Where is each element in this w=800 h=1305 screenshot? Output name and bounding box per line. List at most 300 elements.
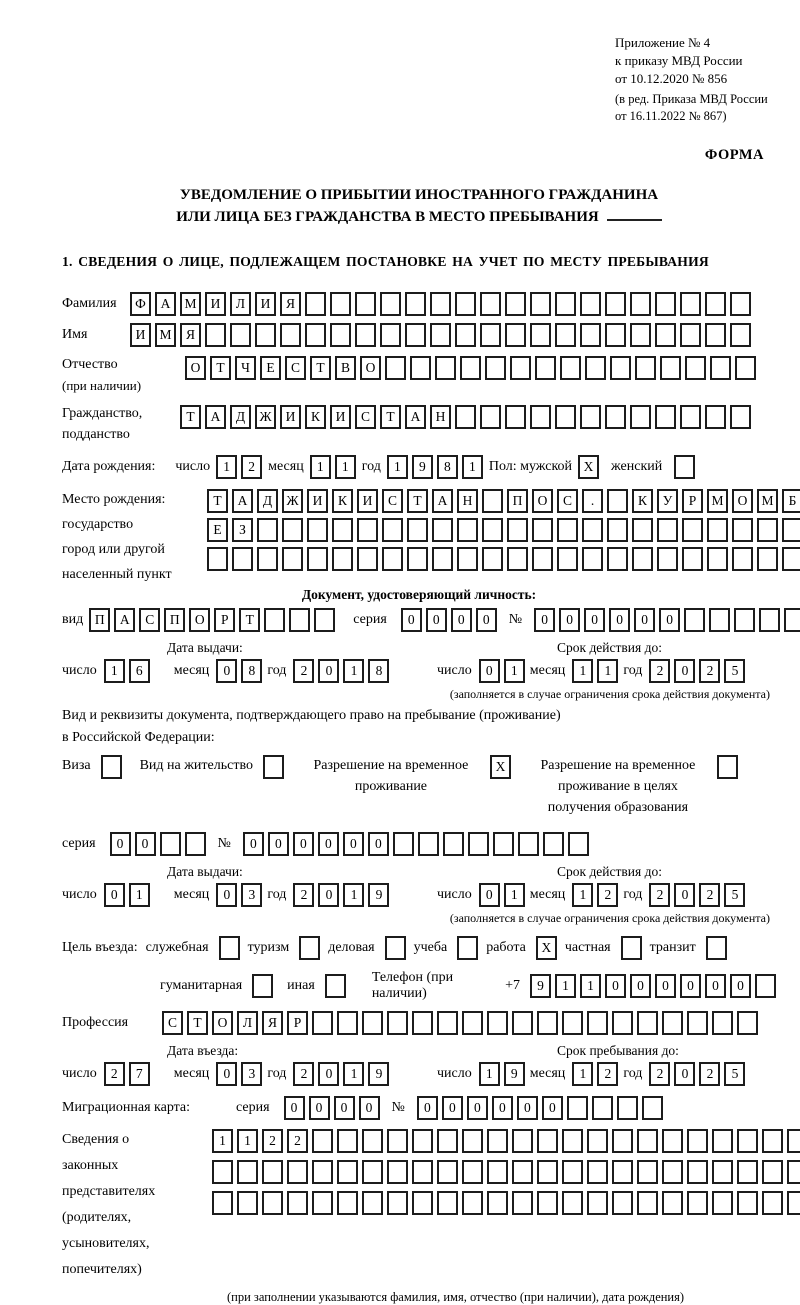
char-cell[interactable] [437, 1011, 458, 1035]
char-cell[interactable]: О [732, 489, 753, 513]
char-cell[interactable]: И [357, 489, 378, 513]
char-cell[interactable] [382, 518, 403, 542]
char-cell[interactable] [505, 405, 526, 429]
char-cell[interactable]: 2 [293, 659, 314, 683]
char-cell[interactable] [687, 1160, 708, 1184]
char-cell[interactable]: 0 [451, 608, 472, 632]
char-cell[interactable] [562, 1191, 583, 1215]
char-cell[interactable]: 0 [659, 608, 680, 632]
char-cell[interactable] [712, 1160, 733, 1184]
char-cell[interactable] [432, 547, 453, 571]
char-cell[interactable] [632, 547, 653, 571]
char-cell[interactable]: 0 [318, 659, 339, 683]
char-cell[interactable] [730, 323, 751, 347]
char-cell[interactable] [487, 1191, 508, 1215]
char-cell[interactable] [387, 1191, 408, 1215]
char-cell[interactable] [307, 547, 328, 571]
char-cell[interactable] [543, 832, 564, 856]
char-cell[interactable] [282, 547, 303, 571]
char-cell[interactable] [684, 608, 705, 632]
char-cell[interactable] [337, 1011, 358, 1035]
char-cell[interactable] [687, 1011, 708, 1035]
char-cell[interactable] [655, 323, 676, 347]
char-cell[interactable] [507, 547, 528, 571]
char-cell[interactable] [160, 832, 181, 856]
char-cell[interactable]: 1 [343, 659, 364, 683]
char-cell[interactable]: С [557, 489, 578, 513]
char-cell[interactable] [314, 608, 335, 632]
char-cell[interactable]: X [578, 455, 599, 479]
char-cell[interactable]: 1 [237, 1129, 258, 1153]
char-cell[interactable] [289, 608, 310, 632]
char-cell[interactable] [755, 974, 776, 998]
char-cell[interactable]: 6 [129, 659, 150, 683]
char-cell[interactable]: Б [782, 489, 800, 513]
char-cell[interactable]: 0 [655, 974, 676, 998]
char-cell[interactable] [657, 547, 678, 571]
char-cell[interactable]: 0 [674, 659, 695, 683]
char-cell[interactable]: Т [380, 405, 401, 429]
char-cell[interactable]: П [89, 608, 110, 632]
char-cell[interactable]: О [360, 356, 381, 380]
char-cell[interactable] [712, 1011, 733, 1035]
char-cell[interactable] [732, 518, 753, 542]
char-cell[interactable] [305, 292, 326, 316]
char-cell[interactable] [562, 1011, 583, 1035]
char-cell[interactable]: А [205, 405, 226, 429]
char-cell[interactable]: 5 [724, 1062, 745, 1086]
char-cell[interactable]: 0 [479, 659, 500, 683]
char-cell[interactable] [412, 1160, 433, 1184]
char-cell[interactable]: 0 [417, 1096, 438, 1120]
char-cell[interactable]: 0 [442, 1096, 463, 1120]
char-cell[interactable]: 0 [517, 1096, 538, 1120]
char-cell[interactable] [355, 323, 376, 347]
char-cell[interactable] [205, 323, 226, 347]
char-cell[interactable]: Ж [282, 489, 303, 513]
char-cell[interactable] [462, 1011, 483, 1035]
char-cell[interactable] [312, 1191, 333, 1215]
char-cell[interactable] [512, 1129, 533, 1153]
char-cell[interactable]: Т [239, 608, 260, 632]
char-cell[interactable] [437, 1191, 458, 1215]
char-cell[interactable]: 0 [284, 1096, 305, 1120]
char-cell[interactable]: Н [457, 489, 478, 513]
char-cell[interactable]: И [130, 323, 151, 347]
char-cell[interactable] [762, 1160, 783, 1184]
char-cell[interactable] [607, 547, 628, 571]
char-cell[interactable]: М [155, 323, 176, 347]
char-cell[interactable] [580, 323, 601, 347]
char-cell[interactable]: 1 [572, 1062, 593, 1086]
char-cell[interactable] [380, 292, 401, 316]
char-cell[interactable] [732, 547, 753, 571]
char-cell[interactable] [462, 1160, 483, 1184]
char-cell[interactable]: Я [280, 292, 301, 316]
char-cell[interactable] [512, 1011, 533, 1035]
char-cell[interactable] [730, 292, 751, 316]
char-cell[interactable] [680, 292, 701, 316]
char-cell[interactable] [605, 292, 626, 316]
char-cell[interactable] [482, 518, 503, 542]
char-cell[interactable] [707, 547, 728, 571]
char-cell[interactable] [312, 1129, 333, 1153]
char-cell[interactable]: Р [214, 608, 235, 632]
char-cell[interactable]: С [139, 608, 160, 632]
char-cell[interactable]: 8 [437, 455, 458, 479]
char-cell[interactable]: 5 [724, 883, 745, 907]
char-cell[interactable]: С [355, 405, 376, 429]
char-cell[interactable] [582, 547, 603, 571]
char-cell[interactable]: 3 [241, 883, 262, 907]
char-cell[interactable]: 9 [530, 974, 551, 998]
char-cell[interactable] [232, 547, 253, 571]
char-cell[interactable] [782, 518, 800, 542]
char-cell[interactable]: 1 [597, 659, 618, 683]
char-cell[interactable] [685, 356, 706, 380]
char-cell[interactable] [482, 489, 503, 513]
char-cell[interactable]: 2 [699, 883, 720, 907]
char-cell[interactable] [637, 1160, 658, 1184]
char-cell[interactable] [717, 755, 738, 779]
char-cell[interactable] [706, 936, 727, 960]
char-cell[interactable] [537, 1160, 558, 1184]
char-cell[interactable] [255, 323, 276, 347]
char-cell[interactable]: 2 [597, 1062, 618, 1086]
char-cell[interactable]: 0 [318, 1062, 339, 1086]
char-cell[interactable] [655, 405, 676, 429]
char-cell[interactable]: П [164, 608, 185, 632]
char-cell[interactable] [734, 608, 755, 632]
char-cell[interactable] [101, 755, 122, 779]
char-cell[interactable]: Д [257, 489, 278, 513]
char-cell[interactable] [680, 405, 701, 429]
char-cell[interactable] [705, 323, 726, 347]
char-cell[interactable] [705, 292, 726, 316]
char-cell[interactable]: 1 [216, 455, 237, 479]
char-cell[interactable] [737, 1011, 758, 1035]
char-cell[interactable] [237, 1191, 258, 1215]
char-cell[interactable]: 0 [634, 608, 655, 632]
char-cell[interactable] [337, 1129, 358, 1153]
char-cell[interactable] [737, 1191, 758, 1215]
char-cell[interactable]: С [382, 489, 403, 513]
char-cell[interactable] [512, 1160, 533, 1184]
char-cell[interactable] [621, 936, 642, 960]
char-cell[interactable]: У [657, 489, 678, 513]
char-cell[interactable] [682, 547, 703, 571]
char-cell[interactable] [710, 356, 731, 380]
char-cell[interactable] [385, 356, 406, 380]
char-cell[interactable]: 2 [293, 1062, 314, 1086]
char-cell[interactable]: 0 [359, 1096, 380, 1120]
char-cell[interactable] [212, 1191, 233, 1215]
char-cell[interactable] [407, 547, 428, 571]
char-cell[interactable]: А [114, 608, 135, 632]
char-cell[interactable]: 0 [401, 608, 422, 632]
char-cell[interactable]: А [155, 292, 176, 316]
char-cell[interactable] [712, 1129, 733, 1153]
char-cell[interactable] [580, 292, 601, 316]
char-cell[interactable] [455, 323, 476, 347]
char-cell[interactable]: З [232, 518, 253, 542]
char-cell[interactable] [387, 1011, 408, 1035]
char-cell[interactable] [605, 323, 626, 347]
char-cell[interactable] [562, 1160, 583, 1184]
char-cell[interactable] [207, 547, 228, 571]
char-cell[interactable]: 9 [368, 883, 389, 907]
char-cell[interactable] [592, 1096, 613, 1120]
char-cell[interactable] [312, 1160, 333, 1184]
char-cell[interactable]: 1 [572, 659, 593, 683]
char-cell[interactable] [585, 356, 606, 380]
char-cell[interactable] [405, 292, 426, 316]
char-cell[interactable]: О [212, 1011, 233, 1035]
char-cell[interactable] [687, 1129, 708, 1153]
char-cell[interactable] [462, 1191, 483, 1215]
char-cell[interactable]: 0 [479, 883, 500, 907]
char-cell[interactable] [362, 1191, 383, 1215]
char-cell[interactable] [418, 832, 439, 856]
char-cell[interactable] [330, 292, 351, 316]
char-cell[interactable] [362, 1160, 383, 1184]
char-cell[interactable] [437, 1129, 458, 1153]
char-cell[interactable]: 2 [699, 1062, 720, 1086]
char-cell[interactable] [393, 832, 414, 856]
char-cell[interactable] [762, 1129, 783, 1153]
char-cell[interactable]: 1 [479, 1062, 500, 1086]
char-cell[interactable]: 0 [293, 832, 314, 856]
char-cell[interactable] [757, 518, 778, 542]
char-cell[interactable] [480, 405, 501, 429]
char-cell[interactable] [382, 547, 403, 571]
char-cell[interactable]: Д [230, 405, 251, 429]
char-cell[interactable]: К [332, 489, 353, 513]
char-cell[interactable] [587, 1011, 608, 1035]
char-cell[interactable] [782, 547, 800, 571]
char-cell[interactable]: С [285, 356, 306, 380]
char-cell[interactable]: Ж [255, 405, 276, 429]
char-cell[interactable]: X [490, 755, 511, 779]
char-cell[interactable]: 0 [534, 608, 555, 632]
char-cell[interactable] [332, 518, 353, 542]
char-cell[interactable] [280, 323, 301, 347]
char-cell[interactable] [230, 323, 251, 347]
char-cell[interactable] [687, 1191, 708, 1215]
char-cell[interactable] [430, 292, 451, 316]
char-cell[interactable]: 7 [129, 1062, 150, 1086]
char-cell[interactable] [325, 974, 346, 998]
char-cell[interactable] [332, 547, 353, 571]
char-cell[interactable]: 2 [287, 1129, 308, 1153]
char-cell[interactable] [617, 1096, 638, 1120]
char-cell[interactable]: И [330, 405, 351, 429]
char-cell[interactable] [637, 1191, 658, 1215]
char-cell[interactable]: 0 [135, 832, 156, 856]
char-cell[interactable] [412, 1129, 433, 1153]
char-cell[interactable] [707, 518, 728, 542]
char-cell[interactable]: И [307, 489, 328, 513]
char-cell[interactable] [612, 1129, 633, 1153]
char-cell[interactable]: 1 [212, 1129, 233, 1153]
char-cell[interactable]: 0 [343, 832, 364, 856]
char-cell[interactable] [705, 405, 726, 429]
char-cell[interactable] [610, 356, 631, 380]
char-cell[interactable]: О [189, 608, 210, 632]
char-cell[interactable]: 8 [368, 659, 389, 683]
char-cell[interactable]: И [280, 405, 301, 429]
char-cell[interactable]: 1 [504, 659, 525, 683]
char-cell[interactable]: 2 [649, 883, 670, 907]
char-cell[interactable] [737, 1129, 758, 1153]
char-cell[interactable] [662, 1191, 683, 1215]
char-cell[interactable]: 0 [559, 608, 580, 632]
char-cell[interactable] [487, 1011, 508, 1035]
char-cell[interactable] [410, 356, 431, 380]
char-cell[interactable] [555, 292, 576, 316]
char-cell[interactable]: 2 [699, 659, 720, 683]
char-cell[interactable] [660, 356, 681, 380]
char-cell[interactable]: Л [230, 292, 251, 316]
char-cell[interactable]: 0 [216, 883, 237, 907]
char-cell[interactable]: 1 [504, 883, 525, 907]
char-cell[interactable]: Р [682, 489, 703, 513]
char-cell[interactable] [455, 405, 476, 429]
char-cell[interactable]: К [305, 405, 326, 429]
char-cell[interactable] [432, 518, 453, 542]
char-cell[interactable]: 1 [572, 883, 593, 907]
char-cell[interactable] [612, 1160, 633, 1184]
char-cell[interactable] [385, 936, 406, 960]
char-cell[interactable]: 2 [104, 1062, 125, 1086]
char-cell[interactable]: М [707, 489, 728, 513]
char-cell[interactable]: Л [237, 1011, 258, 1035]
char-cell[interactable] [709, 608, 730, 632]
char-cell[interactable] [457, 518, 478, 542]
char-cell[interactable]: 0 [492, 1096, 513, 1120]
char-cell[interactable] [532, 547, 553, 571]
char-cell[interactable] [305, 323, 326, 347]
char-cell[interactable] [312, 1011, 333, 1035]
char-cell[interactable] [480, 323, 501, 347]
char-cell[interactable]: 9 [412, 455, 433, 479]
char-cell[interactable] [487, 1160, 508, 1184]
char-cell[interactable]: А [432, 489, 453, 513]
char-cell[interactable] [185, 832, 206, 856]
char-cell[interactable]: 0 [584, 608, 605, 632]
char-cell[interactable]: 1 [462, 455, 483, 479]
char-cell[interactable] [612, 1011, 633, 1035]
char-cell[interactable]: П [507, 489, 528, 513]
char-cell[interactable] [582, 518, 603, 542]
char-cell[interactable]: 0 [705, 974, 726, 998]
char-cell[interactable] [357, 518, 378, 542]
char-cell[interactable] [784, 608, 800, 632]
char-cell[interactable] [264, 608, 285, 632]
char-cell[interactable] [567, 1096, 588, 1120]
char-cell[interactable] [637, 1129, 658, 1153]
char-cell[interactable]: 1 [104, 659, 125, 683]
char-cell[interactable] [662, 1011, 683, 1035]
char-cell[interactable] [482, 547, 503, 571]
char-cell[interactable]: О [185, 356, 206, 380]
char-cell[interactable]: А [232, 489, 253, 513]
char-cell[interactable]: 0 [268, 832, 289, 856]
char-cell[interactable]: 9 [504, 1062, 525, 1086]
char-cell[interactable]: Т [187, 1011, 208, 1035]
char-cell[interactable] [518, 832, 539, 856]
char-cell[interactable]: Ч [235, 356, 256, 380]
char-cell[interactable]: 2 [241, 455, 262, 479]
char-cell[interactable]: 0 [104, 883, 125, 907]
char-cell[interactable] [787, 1129, 800, 1153]
char-cell[interactable] [437, 1160, 458, 1184]
char-cell[interactable] [587, 1160, 608, 1184]
char-cell[interactable] [759, 608, 780, 632]
char-cell[interactable]: Н [430, 405, 451, 429]
char-cell[interactable]: 0 [609, 608, 630, 632]
char-cell[interactable]: 2 [597, 883, 618, 907]
char-cell[interactable] [557, 547, 578, 571]
char-cell[interactable]: 0 [630, 974, 651, 998]
char-cell[interactable]: 0 [730, 974, 751, 998]
char-cell[interactable] [435, 356, 456, 380]
char-cell[interactable] [662, 1129, 683, 1153]
char-cell[interactable] [257, 547, 278, 571]
char-cell[interactable]: 0 [243, 832, 264, 856]
char-cell[interactable]: 0 [674, 883, 695, 907]
char-cell[interactable] [307, 518, 328, 542]
char-cell[interactable] [457, 936, 478, 960]
char-cell[interactable] [787, 1160, 800, 1184]
char-cell[interactable] [735, 356, 756, 380]
char-cell[interactable] [635, 356, 656, 380]
char-cell[interactable] [510, 356, 531, 380]
char-cell[interactable]: 1 [580, 974, 601, 998]
char-cell[interactable] [560, 356, 581, 380]
char-cell[interactable]: 2 [293, 883, 314, 907]
char-cell[interactable] [557, 518, 578, 542]
char-cell[interactable] [362, 1129, 383, 1153]
char-cell[interactable] [630, 323, 651, 347]
char-cell[interactable] [505, 292, 526, 316]
char-cell[interactable]: 2 [649, 659, 670, 683]
char-cell[interactable] [407, 518, 428, 542]
char-cell[interactable]: 0 [318, 883, 339, 907]
char-cell[interactable] [562, 1129, 583, 1153]
char-cell[interactable] [532, 518, 553, 542]
char-cell[interactable] [630, 292, 651, 316]
char-cell[interactable] [662, 1160, 683, 1184]
char-cell[interactable]: 0 [309, 1096, 330, 1120]
char-cell[interactable]: И [255, 292, 276, 316]
char-cell[interactable] [487, 1129, 508, 1153]
char-cell[interactable]: Т [210, 356, 231, 380]
char-cell[interactable] [412, 1191, 433, 1215]
char-cell[interactable]: Я [180, 323, 201, 347]
char-cell[interactable] [537, 1191, 558, 1215]
char-cell[interactable] [262, 1160, 283, 1184]
char-cell[interactable] [263, 755, 284, 779]
char-cell[interactable]: Т [207, 489, 228, 513]
char-cell[interactable] [537, 1129, 558, 1153]
char-cell[interactable]: 9 [368, 1062, 389, 1086]
char-cell[interactable]: 0 [467, 1096, 488, 1120]
char-cell[interactable]: Е [207, 518, 228, 542]
char-cell[interactable] [455, 292, 476, 316]
char-cell[interactable] [362, 1011, 383, 1035]
char-cell[interactable]: Ф [130, 292, 151, 316]
